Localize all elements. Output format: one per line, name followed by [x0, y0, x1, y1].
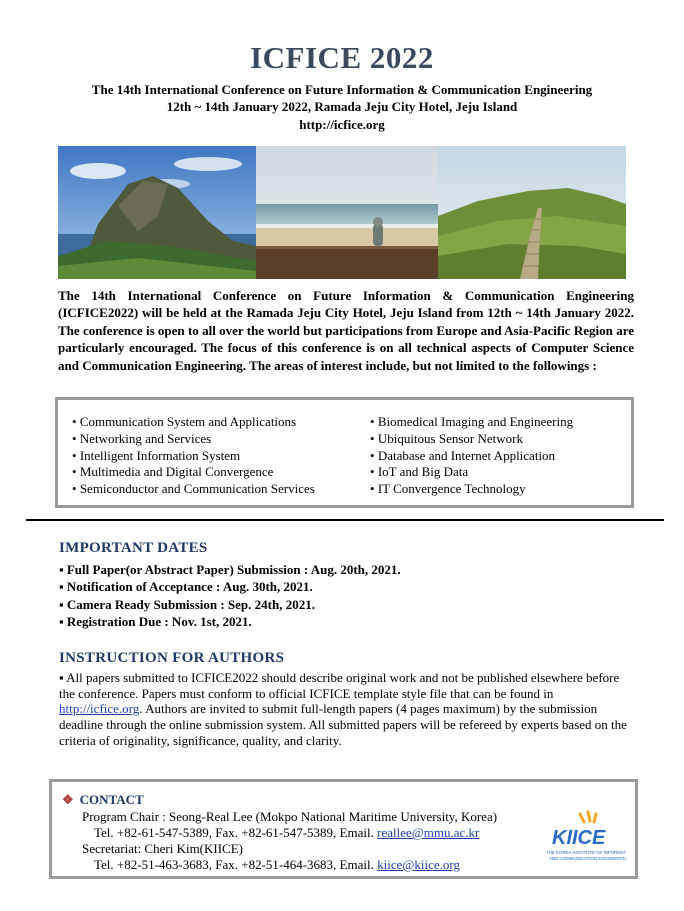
topics-box [55, 397, 634, 508]
program-chair-email[interactable]: reallee@mmu.ac.kr [377, 825, 480, 840]
important-dates-heading: IMPORTANT DATES [59, 540, 208, 556]
date-item: ▪ Full Paper(or Abstract Paper) Submission : Aug. 20th, 2021. [59, 561, 401, 578]
conference-date-venue: 12th ~ 14th January 2022, Ramada Jeju City Hotel, Jeju Island [166, 99, 518, 114]
contact-heading-label: CONTACT [79, 792, 144, 807]
intro-paragraph: The 14th International Conference on Future Information & Communication Engineering (ICFICE2022) will be held at the Ramada Jeju City Hotel, Jeju Island from 12th ~ 14th January 2022. The conference is open to all over the world but participations from Europe and Asia-Pacific Region are particularly encouraged. The focus of this conference is on all technical aspects of Computer Science and Communication Engineering. The areas of interest include, but not limited to the followings : [58, 288, 634, 373]
program-chair-phone: Tel. +82-61-547-5389, Fax. +82-61-547-5389, Email. [94, 825, 378, 840]
secretariat-contact [94, 857, 460, 873]
instruction-paragraph [59, 670, 637, 749]
date-item: ▪ Camera Ready Submission : Sep. 24th, 2021. [59, 596, 401, 613]
diamond-bullet-icon: ❖ [62, 792, 74, 807]
program-chair: Program Chair : Seong-Real Lee (Mokpo National Maritime University, Korea) [82, 809, 498, 824]
date-item: ▪ Registration Due : Nov. 1st, 2021. [59, 613, 401, 630]
secretariat-phone: Tel. +82-51-463-3683, Fax. +82-51-464-3683, Email. [94, 857, 378, 872]
contact-box [49, 779, 638, 879]
coastal-cliff-photo [58, 146, 256, 279]
contact-heading [62, 792, 144, 808]
secretariat-email[interactable]: kiice@kiice.org [377, 857, 460, 872]
topic-item: • Intelligent Information System [72, 448, 315, 465]
conference-name: The 14th International Conference on Future Information & Communication Engineering [91, 82, 593, 97]
program-chair-contact [94, 825, 479, 841]
green-hill-path-photo [438, 146, 626, 279]
topic-item: • Biomedical Imaging and Engineering [370, 414, 573, 431]
secretariat: Secretariat: Cheri Kim(KIICE) [82, 841, 243, 856]
topic-item: • Multimedia and Digital Convergence [72, 464, 315, 481]
topic-item: • Ubiquitous Sensor Network [370, 431, 573, 448]
topics-right-column [370, 414, 573, 498]
page-title: ICFICE 2022 [250, 40, 434, 75]
logo-wordmark: KIICE [552, 827, 606, 849]
topic-item: • IoT and Big Data [370, 464, 573, 481]
template-link[interactable]: http://icfice.org [59, 701, 140, 717]
logo-tagline-1: THE KOREA INSTITUTE OF INFORMATION [546, 850, 626, 855]
topic-item: • IT Convergence Technology [370, 481, 573, 498]
beach-horizon-photo [256, 146, 438, 279]
topics-left-column [72, 414, 315, 498]
logo-tagline-2: AND COMMUNICATION ENGINEERING [549, 856, 626, 861]
topic-item: • Semiconductor and Communication Services [72, 481, 315, 498]
date-item: ▪ Notification of Acceptance : Aug. 30th, 2021. [59, 578, 401, 595]
instruction-text-end: . Authors are invited to submit full-length papers (4 pages maximum) by the submission deadline through the online submission system. All submitted papers will be refereed by experts based on the criteria of originality, significance, quality, and clarity. [59, 701, 627, 748]
instruction-heading: INSTRUCTION FOR AUTHORS [59, 650, 285, 666]
section-divider [26, 519, 664, 521]
topic-item: • Communication System and Applications [72, 414, 315, 431]
kiice-logo [540, 810, 626, 866]
topic-item: • Database and Internet Application [370, 448, 573, 465]
instruction-text-start: ▪ All papers submitted to ICFICE2022 should describe original work and not be published elsewhere before the conference. Papers must conform to official ICFICE template style file that can be found in [59, 670, 620, 701]
important-dates-list [59, 561, 401, 631]
topic-item: • Networking and Services [72, 431, 315, 448]
conference-url[interactable]: http://icfice.org [299, 117, 385, 132]
